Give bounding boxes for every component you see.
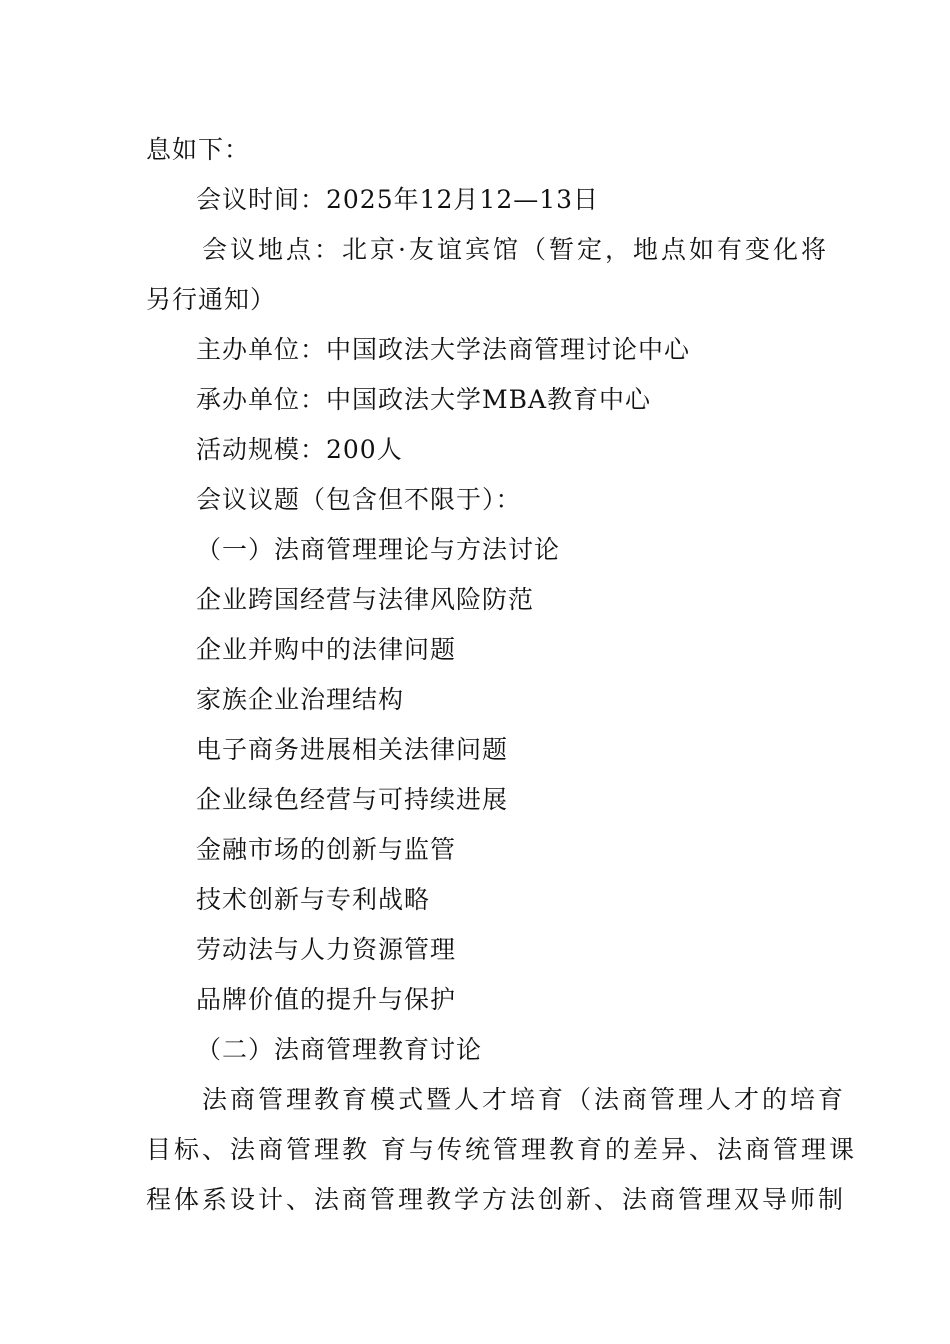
text-line: 主办单位：中国政法大学法商管理讨论中心 [196,335,691,364]
text-line: 会议时间：2025年12月12—13日 [196,185,600,214]
text-line: 息如下： [146,135,251,164]
list-item: 劳动法与人力资源管理 [196,935,457,964]
list-item: 企业绿色经营与可持续进展 [196,785,509,814]
text-line: 另行通知） [146,285,277,314]
list-item: 企业跨国经营与法律风险防范 [196,585,535,614]
section-heading: （一）法商管理理论与方法讨论 [196,535,561,564]
list-item: 品牌价值的提升与保护 [196,985,457,1014]
text-line: 活动规模：200人 [196,435,403,464]
text-line: 会议议题（包含但不限于）： [196,485,522,514]
section-heading: （二）法商管理教育讨论 [196,1035,483,1064]
list-item: 企业并购中的法律问题 [196,635,457,664]
text-line: 法商管理教育模式暨人才培育（法商管理人才的培育 [202,1085,847,1114]
list-item: 金融市场的创新与监管 [196,835,457,864]
list-item: 家族企业治理结构 [196,685,405,714]
list-item: 电子商务进展相关法律问题 [196,735,509,764]
text-line: 目标、法商管理教 育与传统管理教育的差异、法商管理课 [146,1135,857,1164]
list-item: 技术创新与专利战略 [196,885,431,914]
text-line: 承办单位：中国政法大学MBA教育中心 [196,385,652,414]
text-line: 程体系设计、法商管理教学方法创新、法商管理双导师制 [146,1185,847,1214]
text-line: 会议地点：北京·友谊宾馆（暂定，地点如有变化将 [202,235,829,264]
